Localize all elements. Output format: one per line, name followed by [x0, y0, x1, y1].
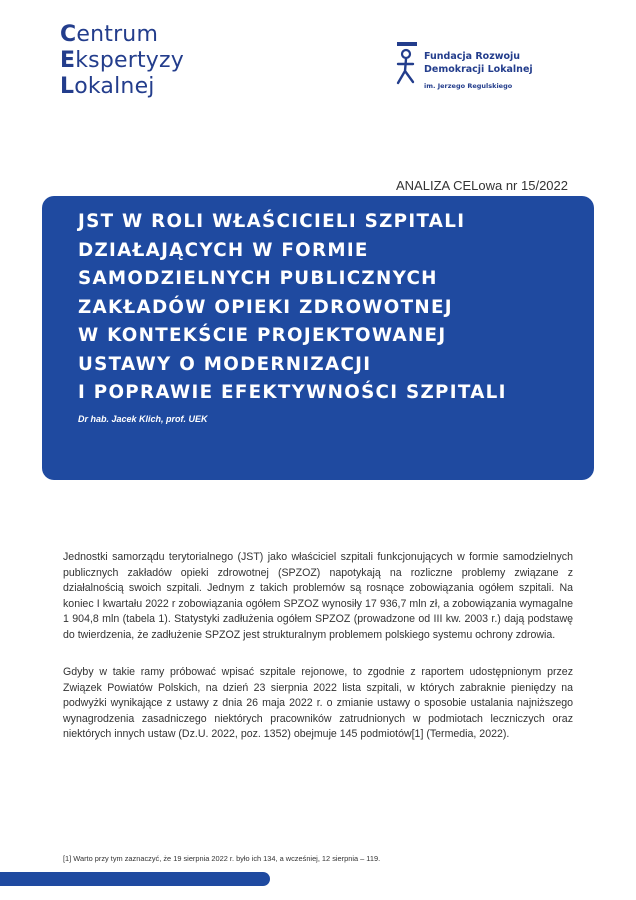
paragraph: Gdyby w takie ramy próbować wpisać szpitale rejonowe, to zgodnie z raportem udostępnionym przez Związek Powiatów Polskich, na dzień 23 sierpnia 2022 lista szpitali, w których zabraknie pieniędzy na podwyżki wynikające z ustawy z dnia 26 maja 2022 r. o zmianie ustawy o sposobie ustalania najniższego wynagrodzenia zasadniczego niektórych pracowników zatrudnionych w podmiotach leczniczych oraz niektórych innych ustaw (Dz.U. 2022, poz. 1352) obejmuje 145 podmiotów[1] (Termedia, 2022).: [63, 666, 573, 740]
title-line: SAMODZIELNYCH PUBLICZNYCH: [78, 268, 438, 289]
logo-line-2: Ekspertyzy: [60, 48, 184, 73]
title-line: JST W ROLI WŁAŚCICIELI SZPITALI: [78, 211, 466, 232]
title-line: ZAKŁADÓW OPIEKI ZDROWOTNEJ: [78, 296, 453, 318]
logo-fundacja-rozwoju: [394, 40, 574, 100]
series-label: ANALIZA CELowa nr 15/2022: [396, 178, 568, 193]
footnote: [1] Warto przy tym zaznaczyć, że 19 sierpnia 2022 r. było ich 134, a wcześniej, 12 sierpnia – 119.: [63, 854, 381, 863]
logo-line-1: Centrum: [60, 22, 159, 47]
title-box: [42, 196, 594, 480]
person-figure-icon: [394, 40, 420, 86]
bottom-decorative-bar: [0, 872, 270, 886]
title-line: W KONTEKŚCIE PROJEKTOWANEJ: [78, 325, 447, 346]
logo-centrum-ekspertyzy-lokalnej: [60, 22, 184, 100]
title-line: USTAWY O MODERNIZACJI: [78, 353, 372, 375]
frdl-subline: im. Jerzego Regulskiego: [424, 82, 513, 90]
title-line: DZIAŁAJĄCYCH W FORMIE: [78, 239, 369, 261]
document-title: [78, 208, 574, 408]
frdl-line-2: Demokracji Lokalnej: [424, 64, 533, 75]
paragraph: Jednostki samorządu terytorialnego (JST) jako właściciel szpitali funkcjonujących w formie samodzielnych publicznych zakładów opieki zdrowotnej (SPZOZ) napotykają na rozliczne problemy związane z działalnością swoich szpitali. Jednym z takich problemów są rosnące zobowiązania ogółem szpitali. Na koniec I kwartału 2022 r zobowiązania ogółem SPZOZ wynosiły 17 936,7 mln zł, a zobowiązania wymagalne 1 904,8 mln (tabela 1). Statystyki zadłużenia ogółem SPZOZ (prowadzone od III kw. 2003 r.) dają podstawę do twierdzenia, że zadłużenie SPZOZ jest strukturalnym problemem polskiego systemu ochrony zdrowia.: [63, 551, 573, 641]
author: Dr hab. Jacek Klich, prof. UEK: [78, 413, 208, 424]
frdl-line-1: Fundacja Rozwoju: [424, 51, 521, 62]
body-text: [63, 550, 573, 765]
logo-line-3: Lokalnej: [60, 74, 155, 99]
title-line: I POPRAWIE EFEKTYWNOŚCI SZPITALI: [78, 382, 507, 403]
